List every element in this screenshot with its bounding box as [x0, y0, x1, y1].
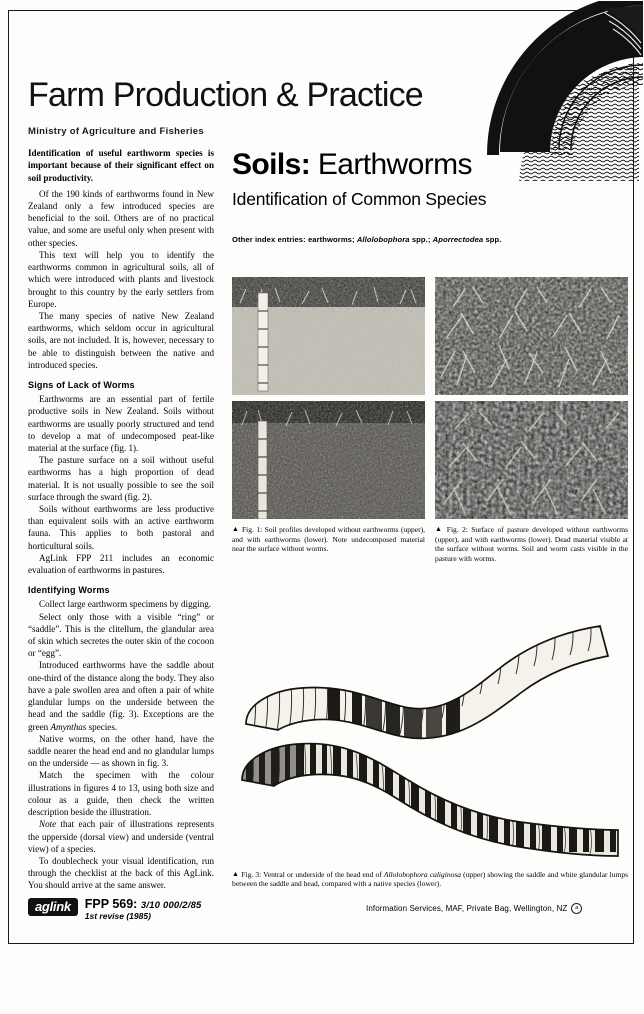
- caption-text: Fig. 2: Surface of pasture developed without earthworms (upper), and with earthworms (lower). Dead material visible at the surface without worms. Soil and worm casts visible in the pasture with worms.: [435, 525, 629, 563]
- earthworm-illustration: [232, 612, 628, 857]
- worm-upper-body: [232, 612, 628, 857]
- genus-name: Amynthas: [50, 721, 87, 732]
- soil-profile-upper-image: [232, 277, 425, 395]
- pasture-lower-image: [435, 401, 628, 519]
- worm-drawing: [232, 612, 628, 857]
- section-heading-signs: Signs of Lack of Worms: [28, 380, 135, 391]
- photo-column-right: [435, 277, 628, 563]
- hero-subtitle: Identification of Common Species: [232, 188, 487, 209]
- pasture-upper-image: [435, 277, 628, 395]
- hero-title-light: Earthworms: [317, 148, 472, 181]
- print-run: 3/10 000/2/85: [140, 900, 202, 911]
- paragraph-text: Introduced earthworms have the saddle about one-third of the distance along the body. They also have a pale swollen area and often a pair of white glandular lumps on the underside between the head and the saddle (fig. 3). Exceptions are the green: [28, 660, 214, 732]
- soil-profile-lower-image: [232, 401, 425, 519]
- article-lead: Identification of useful earthworm species is important because of their significant effect on soil productivity.: [28, 148, 214, 183]
- masthead: [28, 78, 468, 137]
- index-species-2: Aporrectodea: [432, 234, 484, 244]
- publication-code: FPP 569:: [84, 897, 138, 911]
- index-suffix: spp.: [483, 234, 502, 244]
- article-paragraph: The pasture surface on a soil without useful earthworms has a high proportion of dead material. It is not usually possible to see the soil surface through the sward (fig. 2).: [28, 455, 214, 502]
- publication-title: Farm Production & Practice: [28, 76, 423, 114]
- index-prefix: Other index entries: earthworms;: [232, 234, 357, 244]
- article-paragraph: Soils without earthworms are less productive than equivalent soils with an active earthworm fauna. This applies to both pastoral and horticultural soils.: [28, 504, 214, 551]
- aglink-logo: aglink: [28, 898, 78, 916]
- article-paragraph: This text will help you to identify the earthworms common in agricultural soils, all of which were introduced with plants and livestock brought to this country by the early settlers from Europe.: [28, 249, 214, 309]
- article-paragraph: Native worms, on the other hand, have the saddle nearer the head end and no glandular lumps on the underside — as shown in fig. 3.: [28, 733, 214, 769]
- figure-1-caption: [232, 525, 425, 554]
- photo-column-left: [232, 277, 425, 563]
- note-word: Note: [39, 819, 57, 830]
- article-paragraph: Select only those with a visible “ring” or “saddle”. This is the clitellum, the glandular area of skin which secretes the outer skin of the cocoon or “egg”.: [28, 611, 214, 659]
- section-heading-identifying: Identifying Worms: [28, 585, 110, 596]
- article-paragraph: [28, 818, 214, 855]
- paragraph-text: species.: [86, 721, 118, 732]
- figure-3-caption: [232, 870, 628, 890]
- maf-seal-icon: a: [571, 903, 582, 914]
- ministry-line: Ministry of Agriculture and Fisheries: [28, 126, 204, 137]
- revision-note: 1st revise (1985): [84, 911, 151, 922]
- photo-soil-profile-without-worms: [232, 277, 425, 395]
- publication-code-line: [85, 898, 202, 911]
- hero-title: [232, 150, 628, 181]
- caption-triangle-icon: ▲: [232, 525, 240, 533]
- footer-imprint: [366, 903, 582, 914]
- index-entries: [232, 235, 628, 244]
- article-paragraph: To doublecheck your visual identification, run through the checklist at the back of this AgLink. You should arrive at the same answer.: [28, 855, 214, 891]
- article-paragraph: AgLink FPP 211 includes an economic evaluation of earthworms in pastures.: [28, 552, 214, 576]
- photo-soil-profile-with-worms: [232, 401, 425, 519]
- photo-pasture-surface-with-worms: [435, 401, 628, 519]
- footer-left-block: [28, 898, 202, 921]
- photo-grid: [232, 277, 628, 563]
- species-name: Allolobophora caliginosa: [383, 869, 462, 879]
- index-species-1: Allolobophora: [356, 234, 410, 244]
- article-paragraph: Of the 190 kinds of earthworms found in New Zealand only a few introduced species are beneficial to the soil. Others are of no practical value, and some are useful only when present with other species.: [28, 188, 214, 248]
- article-paragraph: Earthworms are an essential part of fertile productive soils in New Zealand. Soils without earthworms are usually poorly structured and tend to develop a mat of undecomposed peat-like material at the surface (fig. 1).: [28, 394, 214, 453]
- photo-pasture-surface-without-worms: [435, 277, 628, 395]
- caption-text: (upper) showing the saddle and white glandular lumps between the saddle and head, compared with a native species (lower).: [232, 869, 629, 889]
- article-paragraph: Match the specimen with the colour illustrations in figures 4 to 13, using both size and colour as a guide, then check the written description beside the illustration.: [28, 770, 214, 818]
- figure-2-caption: [435, 525, 628, 563]
- caption-text: Fig. 1: Soil profiles developed without earthworms (upper), and with earthworms (lower). Note undecomposed material near the surface without worms.: [232, 525, 425, 554]
- publication-code-block: [85, 898, 202, 921]
- article-paragraph: Collect large earthworm specimens by digging.: [39, 599, 212, 610]
- article-paragraph: The many species of native New Zealand earthworms, which seldom occur in agricultural soils, are not included. It is, however, necessary to be able to distinguish between the native and introduced species.: [28, 310, 214, 370]
- imprint-text: Information Services, MAF, Private Bag, Wellington, NZ: [366, 904, 568, 913]
- caption-triangle-icon: ▲: [232, 869, 240, 878]
- index-mid: spp.;: [409, 234, 433, 244]
- paragraph-text: that each pair of illustrations represents the upperside (dorsal view) and underside (ventral view) of a species.: [28, 819, 214, 854]
- hero-title-bold: Soils:: [232, 148, 311, 181]
- caption-text: Fig. 3: Ventral or underside of the head end of: [241, 869, 384, 879]
- caption-triangle-icon: ▲: [435, 525, 444, 533]
- hero-heading-block: [232, 150, 628, 244]
- article-column: [28, 147, 214, 892]
- article-paragraph: [28, 659, 214, 732]
